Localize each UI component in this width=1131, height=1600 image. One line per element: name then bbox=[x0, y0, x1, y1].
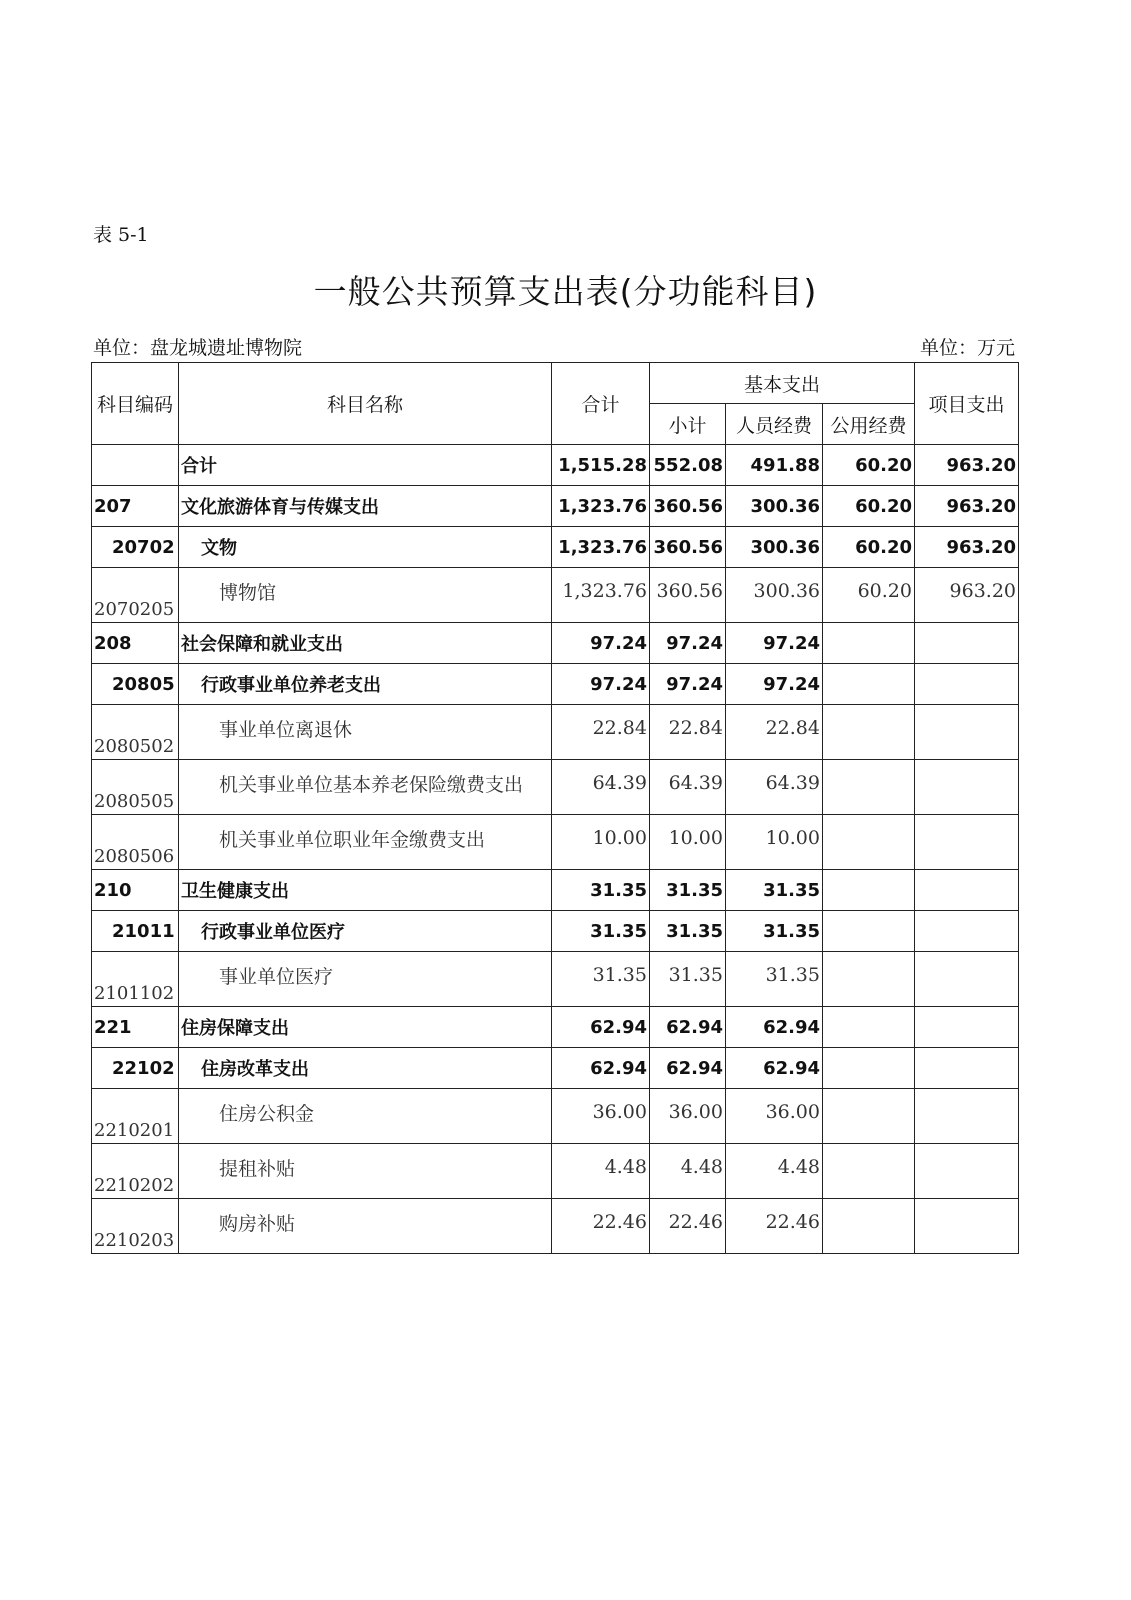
cell-project: 963.20 bbox=[915, 527, 1019, 568]
header-code: 科目编码 bbox=[92, 363, 179, 445]
cell-name: 社会保障和就业支出 bbox=[179, 623, 552, 664]
cell-code: 21011 bbox=[92, 911, 179, 952]
table-row bbox=[92, 1048, 1019, 1089]
cell-total: 64.39 bbox=[552, 760, 650, 815]
header-personnel: 人员经费 bbox=[726, 404, 823, 445]
cell-code: 2080506 bbox=[92, 815, 179, 870]
cell-project bbox=[915, 760, 1019, 815]
cell-personnel: 97.24 bbox=[726, 623, 823, 664]
page-title: 一般公共预算支出表(分功能科目) bbox=[313, 272, 818, 311]
table-row bbox=[92, 870, 1019, 911]
header-project: 项目支出 bbox=[915, 363, 1019, 445]
table-row bbox=[92, 1199, 1019, 1254]
cell-project: 963.20 bbox=[915, 445, 1019, 486]
cell-code: 207 bbox=[92, 486, 179, 527]
cell-public: 60.20 bbox=[823, 486, 915, 527]
cell-personnel: 31.35 bbox=[726, 952, 823, 1007]
cell-name: 购房补贴 bbox=[179, 1199, 552, 1254]
cell-name: 文化旅游体育与传媒支出 bbox=[179, 486, 552, 527]
cell-project bbox=[915, 1144, 1019, 1199]
cell-subtotal: 62.94 bbox=[650, 1048, 726, 1089]
cell-name: 提租补贴 bbox=[179, 1144, 552, 1199]
cell-public bbox=[823, 1089, 915, 1144]
cell-personnel: 300.36 bbox=[726, 527, 823, 568]
cell-total: 31.35 bbox=[552, 870, 650, 911]
cell-public bbox=[823, 1007, 915, 1048]
cell-total: 97.24 bbox=[552, 664, 650, 705]
cell-total: 62.94 bbox=[552, 1048, 650, 1089]
cell-personnel: 22.46 bbox=[726, 1199, 823, 1254]
cell-code: 20805 bbox=[92, 664, 179, 705]
cell-project: 963.20 bbox=[915, 486, 1019, 527]
cell-total: 62.94 bbox=[552, 1007, 650, 1048]
cell-personnel: 31.35 bbox=[726, 870, 823, 911]
cell-total: 1,323.76 bbox=[552, 568, 650, 623]
cell-public: 60.20 bbox=[823, 527, 915, 568]
cell-public bbox=[823, 705, 915, 760]
cell-total: 10.00 bbox=[552, 815, 650, 870]
cell-personnel: 62.94 bbox=[726, 1007, 823, 1048]
table-row bbox=[92, 1007, 1019, 1048]
header-public: 公用经费 bbox=[823, 404, 915, 445]
cell-personnel: 4.48 bbox=[726, 1144, 823, 1199]
cell-public bbox=[823, 760, 915, 815]
cell-name: 机关事业单位基本养老保险缴费支出 bbox=[179, 760, 552, 815]
cell-subtotal: 31.35 bbox=[650, 870, 726, 911]
cell-personnel: 300.36 bbox=[726, 486, 823, 527]
cell-code: 2210203 bbox=[92, 1199, 179, 1254]
cell-code: 2080505 bbox=[92, 760, 179, 815]
budget-table bbox=[91, 362, 1019, 1254]
cell-code: 2210201 bbox=[92, 1089, 179, 1144]
cell-total: 4.48 bbox=[552, 1144, 650, 1199]
cell-public: 60.20 bbox=[823, 445, 915, 486]
cell-name: 事业单位离退休 bbox=[179, 705, 552, 760]
cell-public bbox=[823, 911, 915, 952]
cell-project bbox=[915, 815, 1019, 870]
cell-project bbox=[915, 1048, 1019, 1089]
cell-name: 合计 bbox=[179, 445, 552, 486]
cell-personnel: 31.35 bbox=[726, 911, 823, 952]
cell-project bbox=[915, 664, 1019, 705]
table-row bbox=[92, 445, 1019, 486]
cell-name: 事业单位医疗 bbox=[179, 952, 552, 1007]
header-name: 科目名称 bbox=[179, 363, 552, 445]
cell-total: 36.00 bbox=[552, 1089, 650, 1144]
cell-project bbox=[915, 623, 1019, 664]
cell-subtotal: 97.24 bbox=[650, 664, 726, 705]
cell-code: 2070205 bbox=[92, 568, 179, 623]
table-row bbox=[92, 760, 1019, 815]
cell-name: 住房保障支出 bbox=[179, 1007, 552, 1048]
cell-subtotal: 31.35 bbox=[650, 952, 726, 1007]
cell-public bbox=[823, 870, 915, 911]
table-row bbox=[92, 911, 1019, 952]
table-row bbox=[92, 705, 1019, 760]
cell-personnel: 62.94 bbox=[726, 1048, 823, 1089]
cell-public bbox=[823, 1199, 915, 1254]
unit-organization: 单位：盘龙城遗址博物院 bbox=[93, 337, 303, 359]
cell-project bbox=[915, 1199, 1019, 1254]
cell-public bbox=[823, 1048, 915, 1089]
cell-subtotal: 62.94 bbox=[650, 1007, 726, 1048]
cell-code: 210 bbox=[92, 870, 179, 911]
cell-public bbox=[823, 815, 915, 870]
cell-subtotal: 10.00 bbox=[650, 815, 726, 870]
cell-project bbox=[915, 952, 1019, 1007]
cell-public bbox=[823, 952, 915, 1007]
cell-personnel: 64.39 bbox=[726, 760, 823, 815]
cell-code bbox=[92, 445, 179, 486]
cell-subtotal: 4.48 bbox=[650, 1144, 726, 1199]
cell-total: 31.35 bbox=[552, 911, 650, 952]
cell-name: 住房公积金 bbox=[179, 1089, 552, 1144]
cell-subtotal: 97.24 bbox=[650, 623, 726, 664]
cell-personnel: 22.84 bbox=[726, 705, 823, 760]
cell-name: 机关事业单位职业年金缴费支出 bbox=[179, 815, 552, 870]
cell-subtotal: 360.56 bbox=[650, 527, 726, 568]
cell-code: 208 bbox=[92, 623, 179, 664]
cell-total: 97.24 bbox=[552, 623, 650, 664]
cell-public bbox=[823, 623, 915, 664]
cell-project bbox=[915, 911, 1019, 952]
cell-code: 22102 bbox=[92, 1048, 179, 1089]
table-row bbox=[92, 527, 1019, 568]
cell-public bbox=[823, 1144, 915, 1199]
table-row bbox=[92, 623, 1019, 664]
cell-personnel: 491.88 bbox=[726, 445, 823, 486]
table-row bbox=[92, 1089, 1019, 1144]
cell-total: 22.46 bbox=[552, 1199, 650, 1254]
cell-name: 卫生健康支出 bbox=[179, 870, 552, 911]
table-row bbox=[92, 815, 1019, 870]
cell-project bbox=[915, 1089, 1019, 1144]
cell-total: 1,515.28 bbox=[552, 445, 650, 486]
cell-personnel: 97.24 bbox=[726, 664, 823, 705]
cell-code: 221 bbox=[92, 1007, 179, 1048]
cell-subtotal: 360.56 bbox=[650, 486, 726, 527]
cell-subtotal: 64.39 bbox=[650, 760, 726, 815]
cell-name: 博物馆 bbox=[179, 568, 552, 623]
table-row bbox=[92, 664, 1019, 705]
cell-project: 963.20 bbox=[915, 568, 1019, 623]
header-subtotal: 小计 bbox=[650, 404, 726, 445]
cell-code: 2080502 bbox=[92, 705, 179, 760]
cell-total: 22.84 bbox=[552, 705, 650, 760]
cell-public: 60.20 bbox=[823, 568, 915, 623]
header-total: 合计 bbox=[552, 363, 650, 445]
cell-personnel: 10.00 bbox=[726, 815, 823, 870]
cell-subtotal: 36.00 bbox=[650, 1089, 726, 1144]
cell-code: 2210202 bbox=[92, 1144, 179, 1199]
cell-subtotal: 360.56 bbox=[650, 568, 726, 623]
cell-subtotal: 22.84 bbox=[650, 705, 726, 760]
header-basic: 基本支出 bbox=[650, 363, 915, 404]
unit-currency: 单位：万元 bbox=[919, 337, 1015, 359]
cell-personnel: 300.36 bbox=[726, 568, 823, 623]
table-row bbox=[92, 568, 1019, 623]
cell-personnel: 36.00 bbox=[726, 1089, 823, 1144]
cell-name: 住房改革支出 bbox=[179, 1048, 552, 1089]
cell-public bbox=[823, 664, 915, 705]
table-row bbox=[92, 1144, 1019, 1199]
cell-name: 行政事业单位养老支出 bbox=[179, 664, 552, 705]
cell-total: 1,323.76 bbox=[552, 527, 650, 568]
cell-project bbox=[915, 870, 1019, 911]
cell-total: 1,323.76 bbox=[552, 486, 650, 527]
table-body bbox=[92, 445, 1019, 1254]
cell-name: 文物 bbox=[179, 527, 552, 568]
table-row bbox=[92, 952, 1019, 1007]
cell-project bbox=[915, 705, 1019, 760]
cell-total: 31.35 bbox=[552, 952, 650, 1007]
cell-name: 行政事业单位医疗 bbox=[179, 911, 552, 952]
table-row bbox=[92, 486, 1019, 527]
cell-code: 20702 bbox=[92, 527, 179, 568]
table-number: 表 5-1 bbox=[93, 224, 149, 246]
cell-project bbox=[915, 1007, 1019, 1048]
cell-subtotal: 22.46 bbox=[650, 1199, 726, 1254]
cell-subtotal: 552.08 bbox=[650, 445, 726, 486]
cell-subtotal: 31.35 bbox=[650, 911, 726, 952]
cell-code: 2101102 bbox=[92, 952, 179, 1007]
